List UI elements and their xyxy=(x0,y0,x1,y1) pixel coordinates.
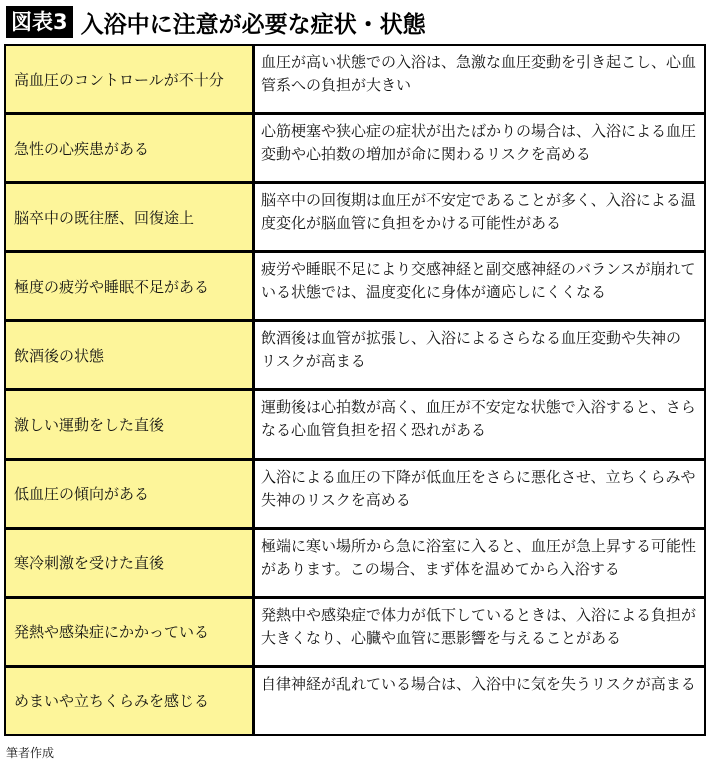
condition-cell: 急性の心疾患がある xyxy=(6,115,252,181)
condition-cell: 低血圧の傾向がある xyxy=(6,461,252,527)
condition-cell: 発熱や感染症にかかっている xyxy=(6,599,252,665)
condition-cell: 飲酒後の状態 xyxy=(6,322,252,388)
figure-title: 入浴中に注意が必要な症状・状態 xyxy=(80,11,426,38)
condition-cell: 極度の疲労や睡眠不足がある xyxy=(6,253,252,319)
condition-cell: 脳卒中の既往歴、回復途上 xyxy=(6,184,252,250)
description-cell: 自律神経が乱れている場合は、入浴中に気を失うリスクが高まる xyxy=(255,668,704,734)
description-cell: 脳卒中の回復期は血圧が不安定であることが多く、入浴による温度変化が脳血管に負担をかける可能性がある xyxy=(255,184,704,250)
description-cell: 疲労や睡眠不足により交感神経と副交感神経のバランスが崩れている状態では、温度変化に身体が適応しにくくなる xyxy=(255,253,704,319)
symptom-table xyxy=(4,44,706,736)
figure-badge: 図表3 xyxy=(6,6,73,38)
source-note: 筆者作成 xyxy=(6,746,55,760)
condition-cell: めまいや立ちくらみを感じる xyxy=(6,668,252,734)
description-cell: 飲酒後は血管が拡張し、入浴によるさらなる血圧変動や失神のリスクが高まる xyxy=(255,322,704,388)
condition-cell: 寒冷刺激を受けた直後 xyxy=(6,530,252,596)
description-cell: 心筋梗塞や狭心症の症状が出たばかりの場合は、入浴による血圧変動や心拍数の増加が命に関わるリスクを高める xyxy=(255,115,704,181)
description-cell: 極端に寒い場所から急に浴室に入ると、血圧が急上昇する可能性があります。この場合、まず体を温めてから入浴する xyxy=(255,530,704,596)
figure-header xyxy=(6,4,426,40)
condition-cell: 激しい運動をした直後 xyxy=(6,391,252,457)
condition-cell: 高血圧のコントロールが不十分 xyxy=(6,46,252,112)
description-cell: 入浴による血圧の下降が低血圧をさらに悪化させ、立ちくらみや失神のリスクを高める xyxy=(255,461,704,527)
description-cell: 血圧が高い状態での入浴は、急激な血圧変動を引き起こし、心血管系への負担が大きい xyxy=(255,46,704,112)
description-cell: 発熱中や感染症で体力が低下しているときは、入浴による負担が大きくなり、心臓や血管に悪影響を与えることがある xyxy=(255,599,704,665)
description-cell: 運動後は心拍数が高く、血圧が不安定な状態で入浴すると、さらなる心血管負担を招く恐れがある xyxy=(255,391,704,457)
